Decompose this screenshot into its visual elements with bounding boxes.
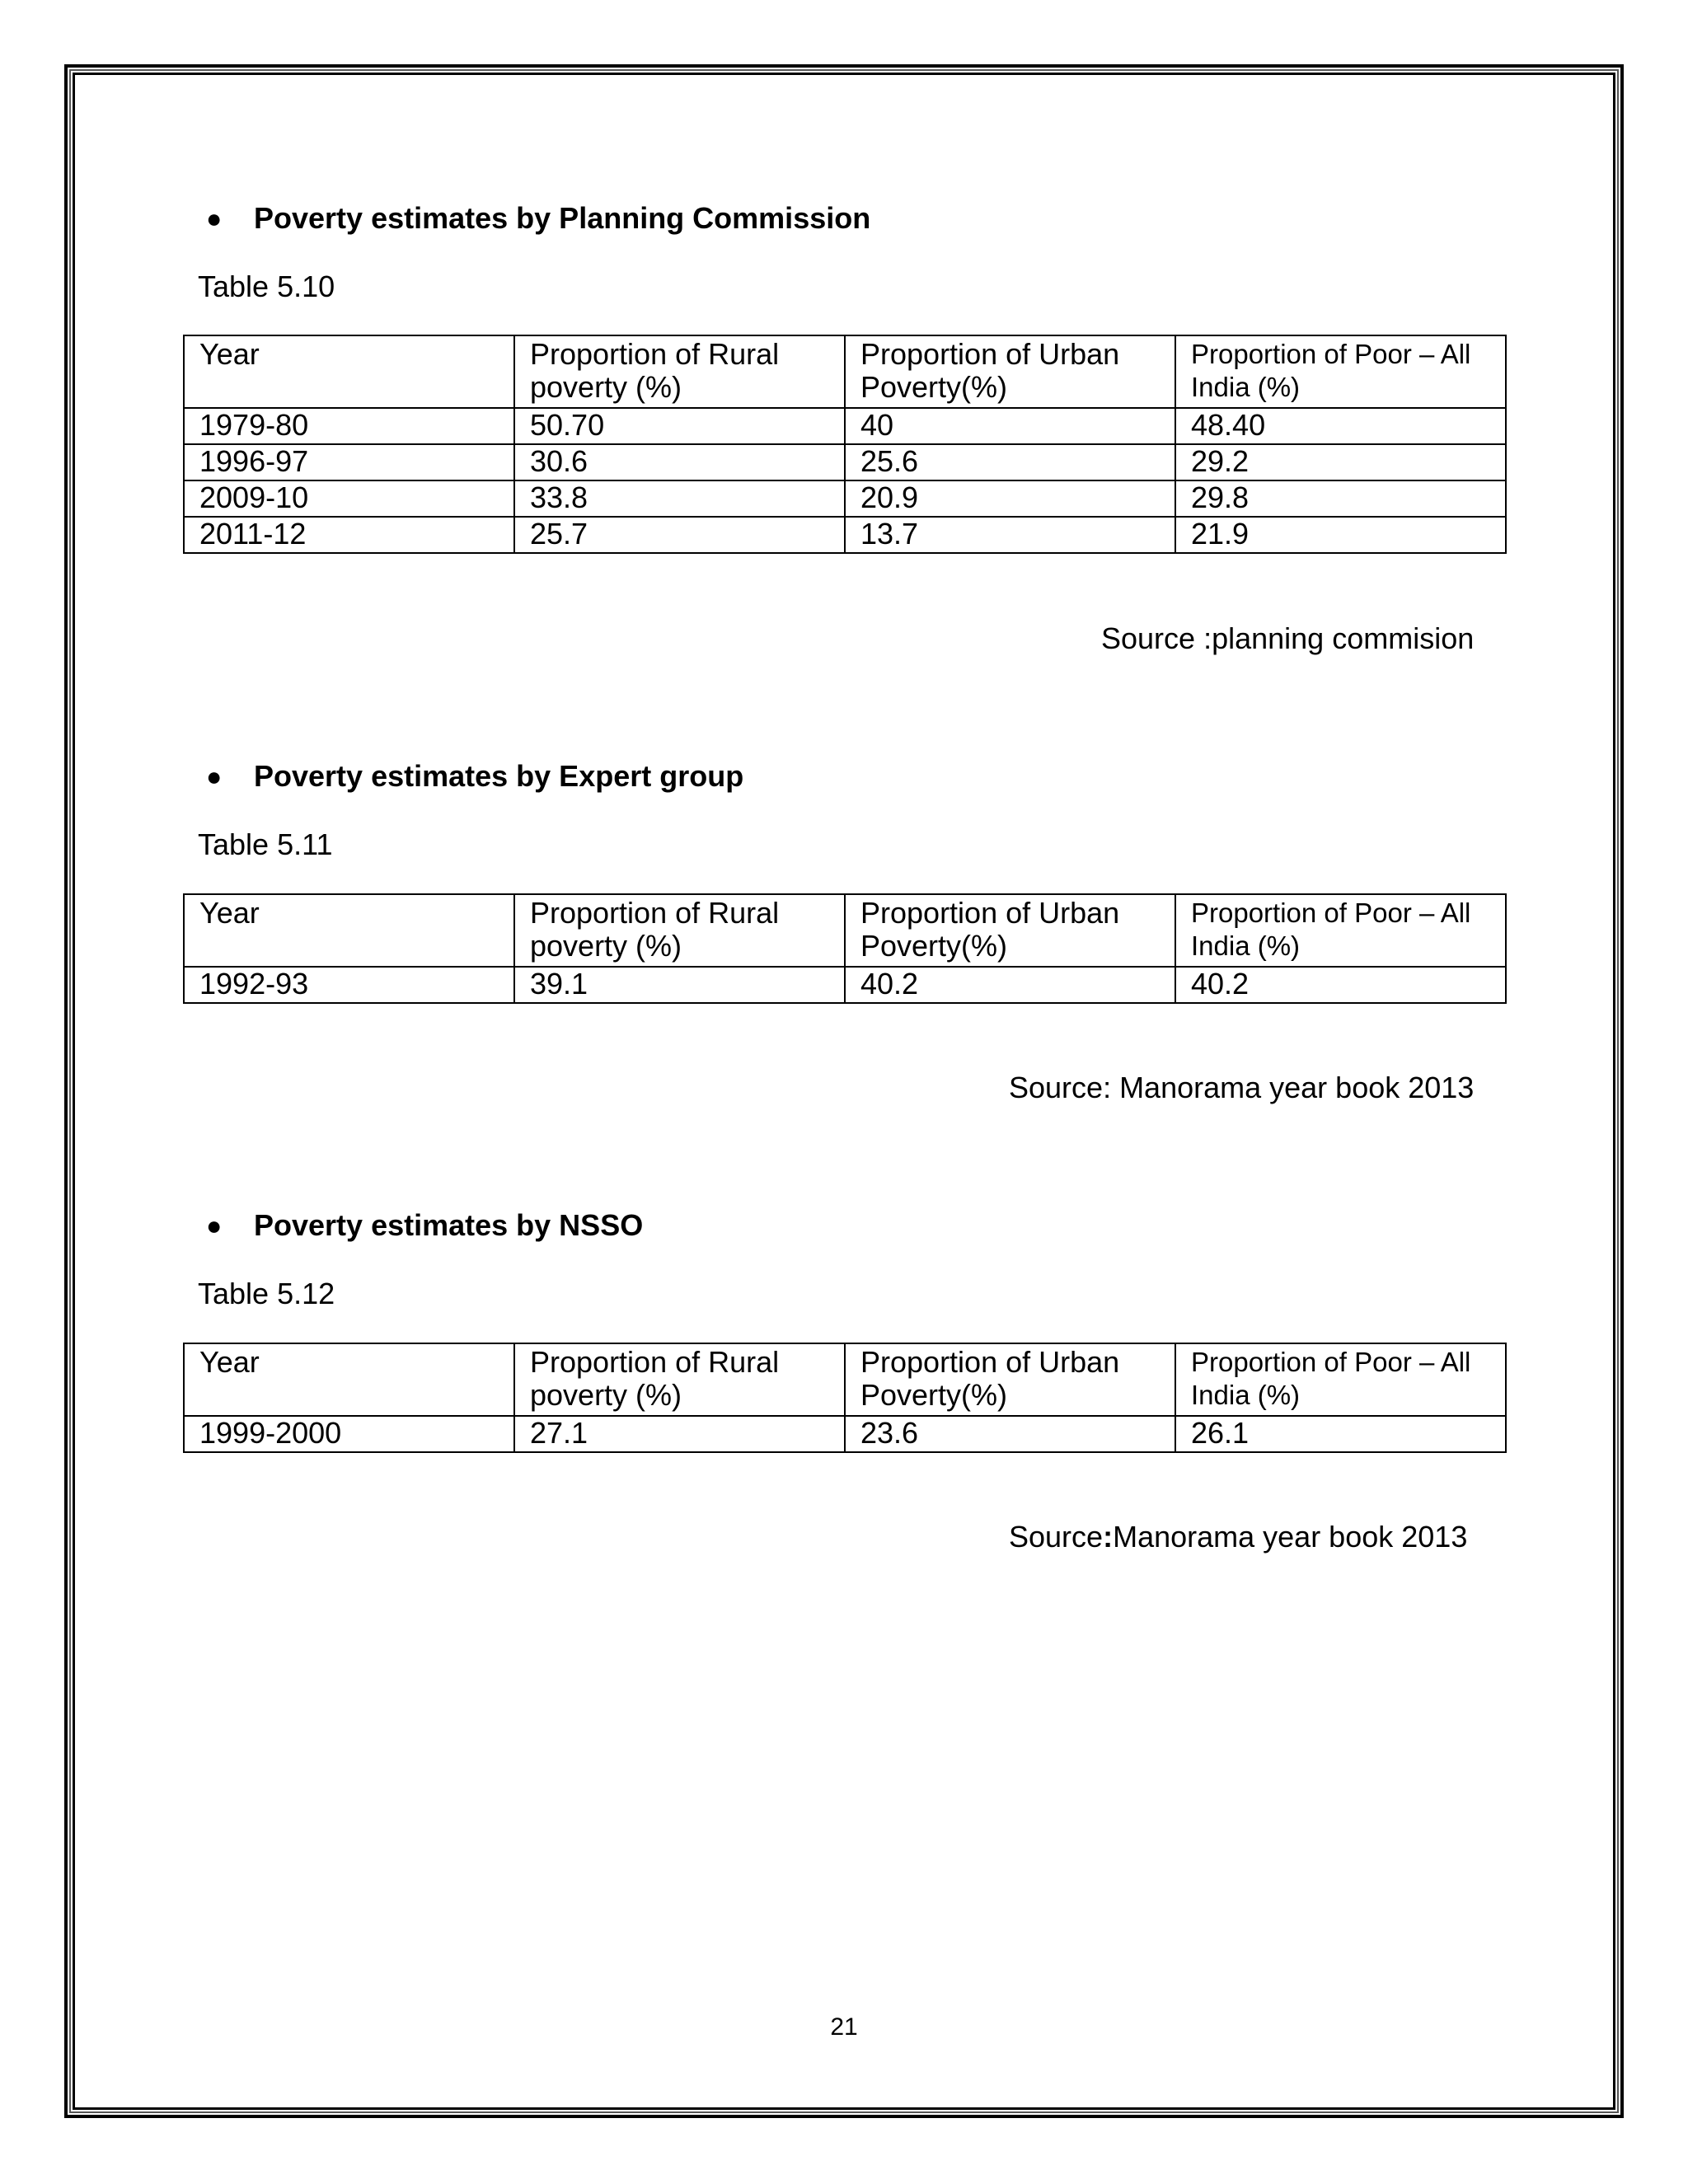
cell-year: 1979-80 (184, 408, 514, 444)
table-header-row (184, 894, 1506, 967)
bullet-icon: ● (206, 1211, 223, 1240)
table-source (1009, 1521, 1467, 1554)
cell-urban: 23.6 (845, 1416, 1175, 1452)
cell-year: 1996-97 (184, 444, 514, 480)
header-rural: Proportion of Rural poverty (%) (514, 1343, 845, 1416)
poverty-table-5-10 (183, 335, 1507, 554)
heading-text: Poverty estimates by Planning Commission (254, 201, 871, 235)
header-urban: Proportion of Urban Poverty(%) (845, 335, 1175, 408)
table-source: Source: Manorama year book 2013 (1009, 1071, 1475, 1104)
table-caption: Table 5.12 (198, 1277, 335, 1310)
cell-all-india: 29.2 (1175, 444, 1506, 480)
table-row (184, 1416, 1506, 1452)
cell-year: 2009-10 (184, 480, 514, 517)
cell-year: 2011-12 (184, 517, 514, 553)
cell-year: 1999-2000 (184, 1416, 514, 1452)
cell-rural: 33.8 (514, 480, 845, 517)
cell-all-india: 26.1 (1175, 1416, 1506, 1452)
bullet-icon: ● (206, 762, 223, 791)
header-year: Year (184, 335, 514, 408)
cell-urban: 40.2 (845, 967, 1175, 1003)
cell-urban: 25.6 (845, 444, 1175, 480)
header-year: Year (184, 1343, 514, 1416)
cell-rural: 27.1 (514, 1416, 845, 1452)
table-source: Source :planning commision (1101, 621, 1475, 655)
heading-text: Poverty estimates by NSSO (254, 1208, 644, 1242)
source-rest: Manorama year book 2013 (1113, 1520, 1468, 1554)
cell-all-india: 40.2 (1175, 967, 1506, 1003)
section-heading-nsso (206, 1208, 644, 1242)
table-row (184, 517, 1506, 553)
table-row (184, 408, 1506, 444)
cell-year: 1992-93 (184, 967, 514, 1003)
source-colon: : (1103, 1520, 1114, 1554)
header-rural: Proportion of Rural poverty (%) (514, 335, 845, 408)
cell-urban: 40 (845, 408, 1175, 444)
header-all-india: Proportion of Poor – All India (%) (1175, 1343, 1506, 1416)
table-row (184, 480, 1506, 517)
header-urban: Proportion of Urban Poverty(%) (845, 1343, 1175, 1416)
cell-all-india: 21.9 (1175, 517, 1506, 553)
table-header-row (184, 335, 1506, 408)
cell-rural: 25.7 (514, 517, 845, 553)
cell-urban: 13.7 (845, 517, 1175, 553)
header-all-india: Proportion of Poor – All India (%) (1175, 894, 1506, 967)
heading-text: Poverty estimates by Expert group (254, 759, 744, 793)
poverty-table-5-11 (183, 893, 1507, 1004)
page-number: 21 (830, 2013, 858, 2041)
table-row (184, 967, 1506, 1003)
section-heading-expert-group (206, 759, 744, 793)
cell-all-india: 48.40 (1175, 408, 1506, 444)
table-caption: Table 5.11 (198, 827, 333, 861)
table-header-row (184, 1343, 1506, 1416)
cell-rural: 50.70 (514, 408, 845, 444)
cell-rural: 30.6 (514, 444, 845, 480)
poverty-table-5-12 (183, 1343, 1507, 1453)
header-urban: Proportion of Urban Poverty(%) (845, 894, 1175, 967)
header-year: Year (184, 894, 514, 967)
cell-urban: 20.9 (845, 480, 1175, 517)
source-prefix: Source (1009, 1520, 1104, 1554)
table-caption: Table 5.10 (198, 269, 335, 303)
header-rural: Proportion of Rural poverty (%) (514, 894, 845, 967)
cell-rural: 39.1 (514, 967, 845, 1003)
cell-all-india: 29.8 (1175, 480, 1506, 517)
table-row (184, 444, 1506, 480)
section-heading-planning-commission (206, 201, 871, 235)
bullet-icon: ● (206, 204, 223, 233)
header-all-india: Proportion of Poor – All India (%) (1175, 335, 1506, 408)
